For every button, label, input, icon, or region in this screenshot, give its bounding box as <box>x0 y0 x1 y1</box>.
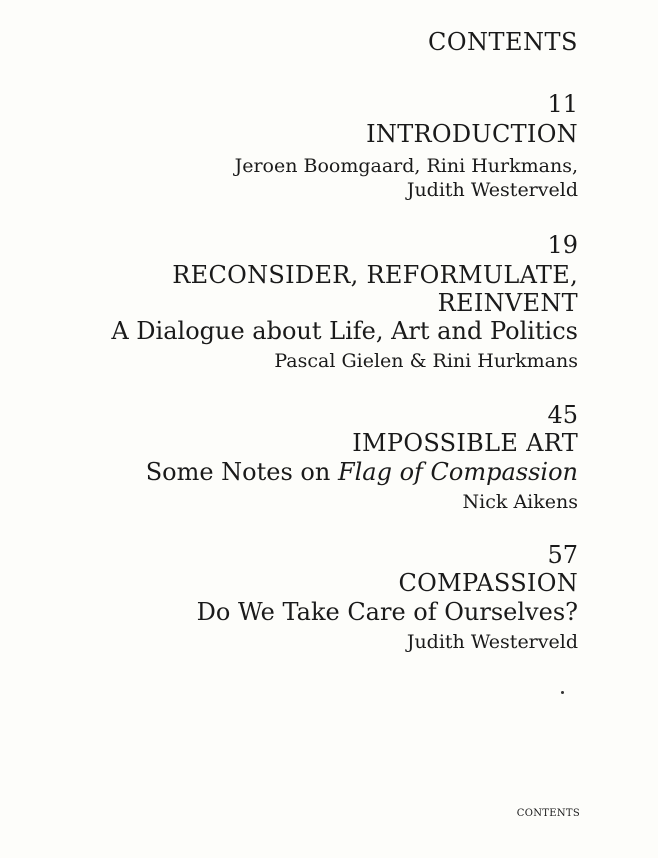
entry-authors: Judith Westerveld <box>406 631 578 653</box>
speck-mark <box>561 691 564 694</box>
entry-title: INTRODUCTION <box>366 120 578 148</box>
entry-authors: Nick Aikens <box>462 491 578 513</box>
entry-subtitle <box>146 458 578 486</box>
running-footer: CONTENTS <box>516 808 580 819</box>
page-heading: CONTENTS <box>427 28 578 56</box>
entry-subtitle: A Dialogue about Life, Art and Politics <box>111 317 578 345</box>
entry-title: IMPOSSIBLE ART <box>352 429 578 457</box>
entry-subtitle: Do We Take Care of Ourselves? <box>196 598 578 626</box>
entry-title: COMPASSION <box>398 569 578 597</box>
entry-authors: Pascal Gielen & Rini Hurkmans <box>274 350 578 372</box>
subtitle-prefix: Some Notes on <box>145 458 338 486</box>
entry-authors: Jeroen Boomgaard, Rini Hurkmans, <box>234 155 578 177</box>
entry-title-continued: REINVENT <box>437 289 578 317</box>
entry-page-number: 45 <box>547 401 578 429</box>
entry-page-number: 57 <box>547 541 578 569</box>
entry-page-number: 19 <box>547 231 578 259</box>
entry-title: RECONSIDER, REFORMULATE, <box>172 261 578 289</box>
entry-page-number: 11 <box>547 90 578 118</box>
entry-authors-continued: Judith Westerveld <box>406 179 578 201</box>
artwork-title: Flag of Compassion <box>337 458 578 486</box>
